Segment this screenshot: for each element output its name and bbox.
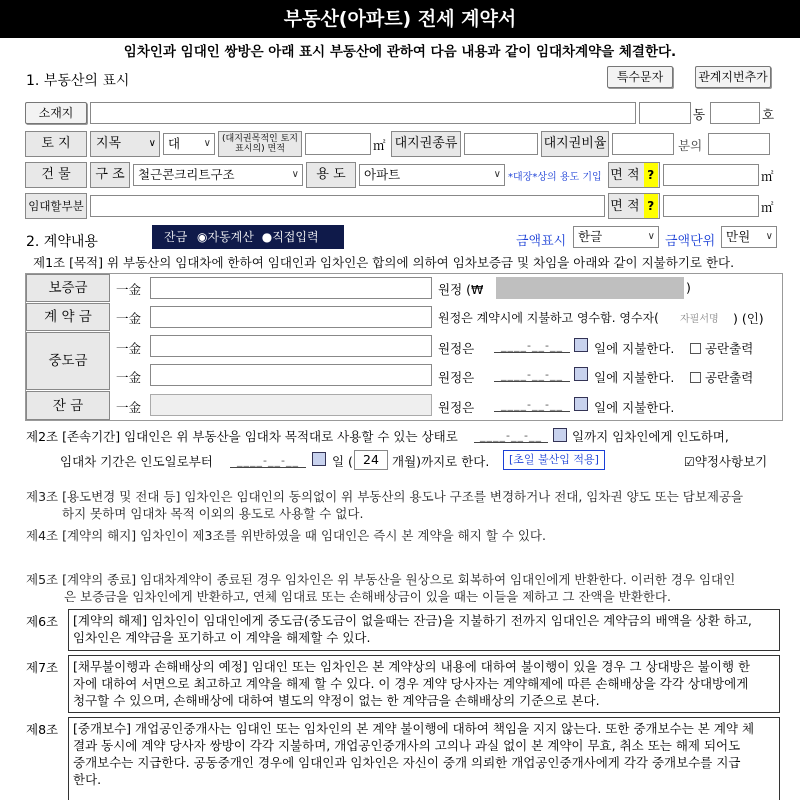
article8-line2: 결과 동시에 계약 당사자 쌍방이 각각 지불하며, 개업공인중개사의 고의나 과실 없이 본 계약이 무효, 취소 또는 해제 되어도	[73, 738, 741, 753]
chevron-down-icon: ∨	[203, 138, 211, 149]
signer-placeholder[interactable]: 자필서명	[680, 314, 719, 325]
jimok-label	[90, 131, 160, 157]
article7-line2: 자에 대하여 서면으로 최고하고 계약을 해제 할 수 있다. 이 경우 계약 당사자는 계약해제에 따른 손해배상을 각각 상대방에게	[73, 676, 749, 691]
checkbox-icon[interactable]	[690, 372, 701, 383]
chevron-down-icon: ∨	[148, 138, 156, 149]
land-right-ratio-label: 대지권비율	[541, 131, 609, 157]
land-area-input[interactable]	[305, 133, 371, 155]
ho-input[interactable]	[710, 102, 760, 124]
article5-line2: 은 보증금을 임차인에게 반환하고, 연체 임대료 또는 손해배상금이 있을 때는 이들을 제하고 그 잔액을 반환한다.	[64, 589, 671, 604]
deposit-close: )	[686, 280, 691, 295]
amount-unit-select[interactable]	[721, 226, 777, 248]
article7-line1: [채무불이행과 손해배상의 예정] 임대인 또는 임차인은 본 계약상의 내용에 대하여 불이행이 있을 경우 그 상대방은 불이행 한	[73, 659, 751, 674]
use-value: 아파트	[364, 167, 401, 182]
balance-label: 잔 금	[26, 391, 110, 420]
calendar-icon[interactable]	[574, 338, 588, 352]
interim2-date-input[interactable]: ____-__-__	[494, 368, 570, 382]
balance-suffix: 원정은	[438, 400, 475, 415]
deposit-prefix: 一金	[116, 282, 142, 297]
interim2-print-label: 공란출력	[704, 370, 754, 385]
special-char-button[interactable]: 특수문자	[607, 66, 673, 88]
article7-textbox[interactable]	[68, 655, 780, 713]
ho-label: 호	[762, 107, 775, 122]
interim2-amount-input[interactable]	[150, 364, 432, 386]
building-area-input[interactable]	[663, 164, 759, 186]
calendar-icon[interactable]	[553, 428, 567, 442]
interim1-date-input[interactable]: ____-__-__	[494, 339, 570, 353]
intro-text: 임차인과 임대인 쌍방은 아래 표시 부동산에 관하여 다음 내용과 같이 임대차계약을 체결한다.	[123, 44, 677, 60]
chevron-down-icon: ∨	[647, 231, 655, 242]
contract-label: 계 약 금	[26, 303, 110, 331]
interim2-pay-text: 일에 지불한다.	[594, 370, 675, 385]
article8-line3: 중개보수는 지급한다. 공동중개인 경우에 임대인과 임차인은 자신이 중개 의뢰한 개업공인중개사에게 각각 중개보수를 지급	[73, 755, 741, 770]
first-day-exclude-button[interactable]: [초일 불산입 적용]	[503, 450, 605, 470]
section1-title: 1. 부동산의 표시	[26, 73, 130, 89]
building-area-label	[608, 162, 660, 188]
article4: 제4조 [계약의 해지] 임차인이 제3조를 위반하였을 때 임대인은 즉시 본 계약을 해지 할 수 있다.	[26, 528, 546, 543]
amount-display-label: 금액표시	[516, 234, 567, 249]
lease-area-label-text: 면 적	[610, 199, 640, 214]
balance-date-input[interactable]: ____-__-__	[494, 398, 570, 412]
calendar-icon[interactable]	[312, 452, 326, 466]
interim2-prefix: 一金	[116, 370, 142, 385]
interim2-print-option[interactable]	[690, 368, 753, 386]
amount-unit-value: 만원	[726, 229, 751, 244]
mode-auto-label[interactable]: 자동계산	[207, 230, 254, 244]
amount-display-select[interactable]	[573, 226, 659, 248]
lease-area-input[interactable]	[663, 195, 759, 217]
interim1-print-label: 공란출력	[704, 341, 754, 356]
structure-value: 철근콘크리트구조	[138, 167, 235, 182]
article7-line3: 청구할 수 있으며, 손해배상에 대하여 별도의 약정이 없는 한 계약금을 손해배상의 기준으로 본다.	[73, 693, 600, 708]
article2-line2a: 임대차 기간은 인도일로부터	[60, 454, 213, 469]
article6-textbox[interactable]	[68, 609, 780, 651]
view-terms-option[interactable]	[684, 452, 767, 470]
calendar-icon[interactable]	[574, 397, 588, 411]
add-lot-button[interactable]: 관계지번추가	[695, 66, 771, 88]
location-button[interactable]: 소재지	[25, 102, 87, 124]
deposit-suffix: 원정 (₩	[438, 282, 484, 297]
chevron-down-icon: ∨	[493, 169, 501, 180]
interim1-print-option[interactable]	[690, 339, 753, 357]
land-right-type-input[interactable]	[464, 133, 538, 155]
checkbox-checked-icon[interactable]: ☑	[684, 455, 695, 469]
lease-area-label	[608, 193, 660, 219]
deposit-label: 보증금	[26, 274, 110, 302]
chevron-down-icon: ∨	[291, 169, 299, 180]
structure-select[interactable]	[133, 164, 303, 186]
article8-number: 제8조	[26, 722, 59, 737]
radio-manual-icon[interactable]: ●	[261, 230, 273, 244]
interim1-suffix: 원정은	[438, 341, 475, 356]
article8-line4: 한다.	[73, 772, 102, 787]
article2-line1b: 일까지 임차인에게 인도하며,	[572, 429, 729, 444]
mode-manual-label[interactable]: 직접입력	[272, 230, 319, 244]
deposit-numeric-field[interactable]	[496, 277, 684, 299]
article3-line2: 하지 못하며 임대차 목적 이외의 용도로 사용할 수 없다.	[62, 506, 364, 521]
contract-amount-input[interactable]	[150, 306, 432, 328]
interim-label: 중도금	[26, 332, 110, 390]
jimok-label-text: 지목	[96, 136, 122, 151]
article3-line1: 제3조 [용도변경 및 전대 등] 임차인은 임대인의 동의없이 위 부동산의 용도나 구조를 변경하거나 전대, 임차권 양도 또는 담보제공을	[26, 489, 744, 504]
contract-suffix: 원정은 계약시에 지불하고 영수함. 영수자(	[438, 311, 659, 325]
interim1-amount-input[interactable]	[150, 335, 432, 357]
deposit-amount-input[interactable]	[150, 277, 432, 299]
document-title: 부동산(아파트) 전세 계약서	[0, 0, 800, 38]
amount-unit-label: 금액단위	[665, 234, 716, 249]
article5-line1: 제5조 [계약의 종료] 임대차계약이 종료된 경우 임차인은 위 부동산을 원상으로 회복하여 임대인에게 반환한다. 이러한 경우 임대인	[26, 572, 736, 587]
balance-mode-label: 잔금	[164, 230, 188, 244]
contract-signer-end: ) (인)	[733, 311, 764, 326]
help-icon[interactable]: ?	[644, 163, 658, 187]
address-input[interactable]	[90, 102, 636, 124]
use-label: 용 도	[306, 162, 356, 188]
dong-input[interactable]	[639, 102, 691, 124]
lease-months-input[interactable]: 24	[354, 450, 388, 470]
jimok-select[interactable]	[163, 133, 215, 155]
land-ratio-numerator-input[interactable]	[708, 133, 770, 155]
use-select[interactable]	[359, 164, 505, 186]
lease-part-label: 임대할부분	[25, 193, 87, 219]
help-icon[interactable]: ?	[644, 194, 658, 218]
contract-prefix: 一金	[116, 311, 142, 326]
chevron-down-icon: ∨	[765, 231, 773, 242]
article6-number: 제6조	[26, 614, 59, 629]
article6-line1: [계약의 해제] 임차인이 임대인에게 중도금(중도금이 없을때는 잔금)을 지불하기 전까지 임대인은 계약금의 배액을 상환 하고,	[73, 613, 752, 628]
lease-area-unit: ㎡	[761, 200, 774, 215]
view-terms-label: 약정사항보기	[694, 454, 768, 469]
article5	[26, 571, 786, 605]
land-right-type-label: 대지권종류	[391, 131, 461, 157]
article2-line2b: 일 (	[332, 454, 353, 469]
interim1-pay-text: 일에 지불한다.	[594, 341, 675, 356]
article8-textbox[interactable]	[68, 717, 780, 800]
article3	[26, 488, 786, 522]
article7-number: 제7조	[26, 660, 59, 675]
balance-prefix: 一金	[116, 400, 142, 415]
radio-auto-icon[interactable]: ◉	[197, 230, 208, 244]
amount-display-value: 한글	[578, 229, 603, 244]
jimok-value: 대	[168, 136, 181, 151]
article6-line2: 임차인은 계약금을 포기하고 이 계약을 해제할 수 있다.	[73, 630, 371, 645]
land-area-label: (대지권목적인 토지표시의) 면적	[218, 131, 302, 157]
balance-amount-field[interactable]	[150, 394, 432, 416]
dong-label: 동	[693, 107, 706, 122]
use-note: *대장*상의 용도 기입	[508, 172, 602, 183]
article8-line1: [중개보수] 개업공인중개사는 임대인 또는 임차인의 본 계약 불이행에 대하여 책임을 지지 않는다. 또한 중개보수는 본 계약 체	[73, 721, 755, 736]
interim1-prefix: 一金	[116, 341, 142, 356]
article2-line2c: 개월)까지로 한다.	[392, 454, 490, 469]
structure-label: 구 조	[90, 162, 130, 188]
article1-text: 제1조 [목적] 위 부동산의 임대차에 한하여 임대인과 임차인은 합의에 의하여 임차보증금 및 차임을 아래와 같이 지불하기로 한다.	[33, 255, 735, 270]
lease-part-input[interactable]	[90, 195, 605, 217]
building-area-label-text: 면 적	[610, 168, 640, 183]
lease-end-date-input[interactable]: ____-__-__	[230, 454, 306, 468]
land-label: 토 지	[25, 131, 87, 157]
handover-date-input[interactable]: ____-__-__	[474, 429, 548, 443]
calendar-icon[interactable]	[574, 367, 588, 381]
balance-mode-bar	[152, 225, 344, 249]
balance-pay-text: 일에 지불한다.	[594, 400, 675, 415]
building-area-unit: ㎡	[761, 169, 774, 184]
interim2-suffix: 원정은	[438, 370, 475, 385]
building-label: 건 물	[25, 162, 87, 188]
article2-line1a: 제2조 [존속기간] 임대인은 위 부동산을 임대차 목적대로 사용할 수 있는 상태로	[26, 429, 458, 444]
land-ratio-denominator-input[interactable]	[612, 133, 674, 155]
land-area-unit: ㎡	[373, 138, 386, 153]
land-ratio-of-label: 분의	[678, 138, 703, 153]
checkbox-icon[interactable]	[690, 343, 701, 354]
section2-title: 2. 계약내용	[26, 234, 98, 250]
